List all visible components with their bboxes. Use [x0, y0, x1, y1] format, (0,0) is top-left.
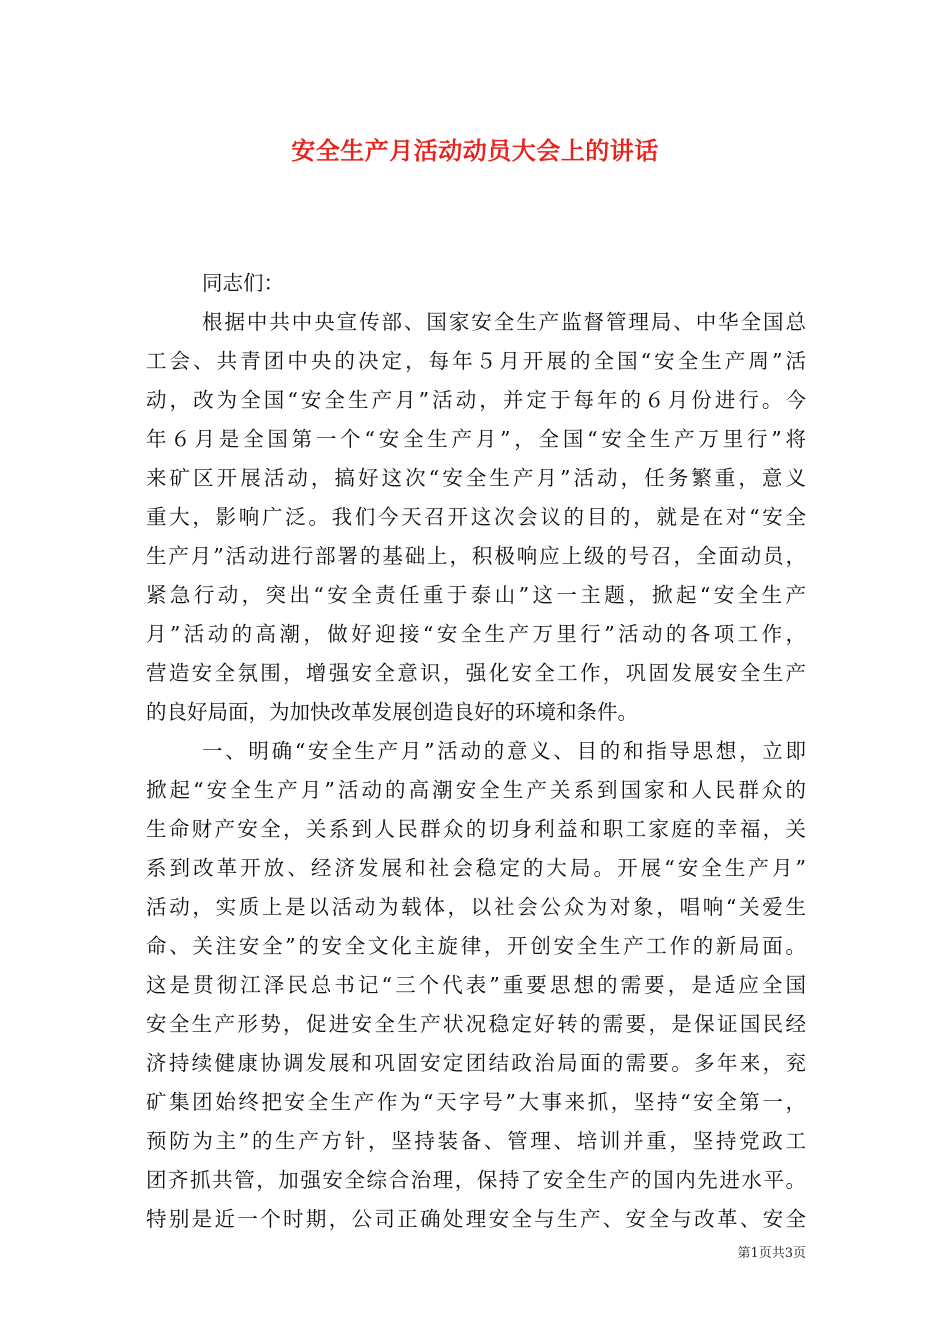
text-line: 重大，影响广泛。我们今天召开这次会议的目的，就是在对“安全: [146, 505, 806, 529]
text-line: 一、明确“安全生产月”活动的意义、目的和指导思想，立即: [202, 739, 806, 763]
text-line: 营造安全氛围，增强安全意识，强化安全工作，巩固发展安全生产: [146, 661, 806, 685]
text-line: 工会、共青团中央的决定，每年５月开展的全国“安全生产周”活: [146, 349, 806, 373]
text-line: 系到改革开放、经济发展和社会稳定的大局。开展“安全生产月”: [146, 856, 806, 880]
paragraph: [146, 264, 806, 303]
text-line: 年６月是全国第一个“安全生产月”，全国“安全生产万里行”将: [146, 427, 806, 451]
text-line: 矿集团始终把安全生产作为“天字号”大事来抓，坚持“安全第一，: [146, 1090, 806, 1114]
text-line: 月”活动的高潮，做好迎接“安全生产万里行”活动的各项工作，: [146, 622, 806, 646]
text-line: 济持续健康协调发展和巩固安定团结政治局面的需要。多年来，兖: [146, 1051, 806, 1075]
page-number-footer: 第1页共3页: [737, 1246, 806, 1261]
text-line: 生命财产安全，关系到人民群众的切身利益和职工家庭的幸福，关: [146, 817, 806, 841]
document-title: 安全生产月活动动员大会上的讲话: [291, 136, 659, 165]
text-line: 特别是近一个时期，公司正确处理安全与生产、安全与改革、安全: [146, 1207, 806, 1231]
paragraph: [146, 732, 806, 1239]
text-line: 预防为主”的生产方针，坚持装备、管理、培训并重，坚持党政工: [146, 1129, 806, 1153]
text-line: 命、关注安全”的安全文化主旋律，开创安全生产工作的新局面。: [146, 934, 806, 958]
text-line: 根据中共中央宣传部、国家安全生产监督管理局、中华全国总: [202, 310, 806, 334]
text-line: 生产月”活动进行部署的基础上，积极响应上级的号召，全面动员，: [146, 544, 806, 568]
text-line: 来矿区开展活动，搞好这次“安全生产月”活动，任务繁重，意义: [146, 466, 806, 490]
text-line: 掀起“安全生产月”活动的高潮安全生产关系到国家和人民群众的: [146, 778, 806, 802]
paragraph: [146, 303, 806, 732]
text-line: 紧急行动，突出“安全责任重于泰山”这一主题，掀起“安全生产: [146, 583, 806, 607]
text-line: 同志们：: [202, 271, 284, 295]
text-line: 安全生产形势，促进安全生产状况稳定好转的需要，是保证国民经: [146, 1012, 806, 1036]
text-line: 这是贯彻江泽民总书记“三个代表”重要思想的需要，是适应全国: [146, 973, 806, 997]
text-line: 的良好局面，为加快改革发展创造良好的环境和条件。: [146, 700, 638, 724]
text-line: 动，改为全国“安全生产月”活动，并定于每年的６月份进行。今: [146, 388, 806, 412]
text-line: 团齐抓共管，加强安全综合治理，保持了安全生产的国内先进水平。: [146, 1168, 806, 1192]
text-line: 活动，实质上是以活动为载体，以社会公众为对象，唱响“关爱生: [146, 895, 806, 919]
document-body: [146, 264, 806, 1239]
